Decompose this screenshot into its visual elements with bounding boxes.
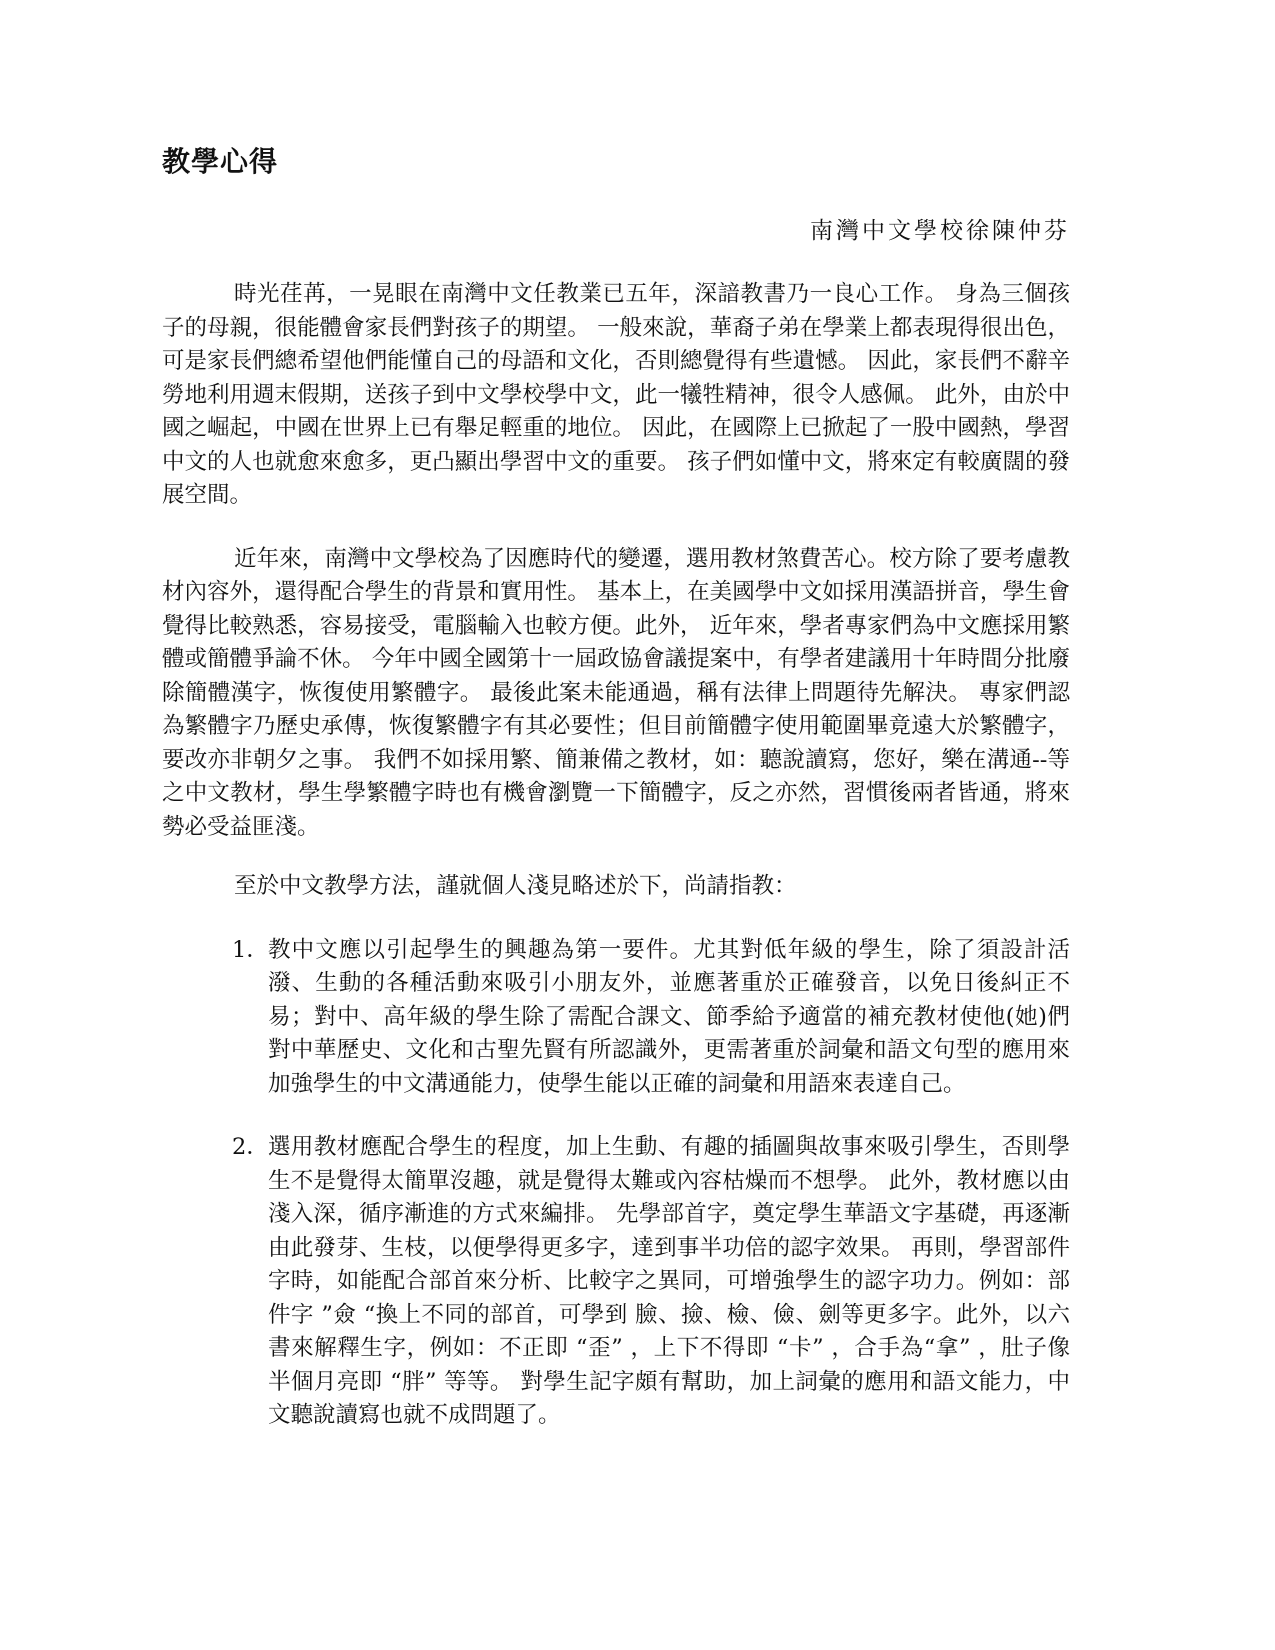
teaching-method-list [162,934,1070,1433]
document-title: 教學心得 [162,145,279,178]
document-page [162,140,1070,1433]
list-item-text: 教中文應以引起學生的興趣為第一要件。尤其對低年級的學生，除了須設計活潑、生動的各種活動來吸引小朋友外，並應著重於正確發音，以免日後糾正不易；對中、高年級的學生除了需配合課文、節季給予適當的補充教材使他(她)們對中華歷史、文化和古聖先賢有所認識外，更需著重於詞彙和語文句型的應用來加強學生的中文溝通能力，使學生能以正確的詞彙和用語來表達自己。 [268,936,1070,1097]
list-item [162,934,1070,1102]
list-item-number: 1． [232,936,269,963]
list-item-number: 2． [232,1134,269,1160]
document-author: 南灣中文學校徐陳仲芬 [810,218,1070,244]
body-paragraph-1: 時光荏苒，一晃眼在南灣中文任教業已五年，深諳教書乃一良心工作。 身為三個孩子的母親，很能體會家長們對孩子的期望。 一般來說，華裔子弟在學業上都表現得很出色，可是家長們總希望他們能懂自己的母語和文化，否則總覺得有些遺憾。 因此，家長們不辭辛勞地利用週末假期，送孩子到中文學校學中文，此一犧牲精神，很令人感佩。 此外，由於中國之崛起，中國在世界上已有舉足輕重的地位。 因此，在國際上已掀起了一股中國熱，學習中文的人也就愈來愈多，更凸顯出學習中文的重要。 孩子們如懂中文，將來定有較廣闊的發展空間。 [162,281,1070,508]
body-paragraph-2: 近年來，南灣中文學校為了因應時代的變遷，選用教材煞費苦心。校方除了要考慮教材內容外，還得配合學生的背景和實用性。 基本上，在美國學中文如採用漢語拼音，學生會覺得比較熟悉，容易接受，電腦輸入也較方便。此外， 近年來，學者專家們為中文應採用繁體或簡體爭論不休。 今年中國全國第十一屆政協會議提案中，有學者建議用十年時間分批廢除簡體漢字，恢復使用繁體字。 最後此案未能通過，稱有法律上問題待先解決。 專家們認為繁體字乃歷史承傳，恢復繁體字有其必要性；但目前簡體字使用範圍畢竟遠大於繁體字，要改亦非朝夕之事。 我們不如採用繁、簡兼備之教材，如：聽說讀寫，您好，樂在溝通--等之中文教材，學生學繁體字時也有機會瀏覽一下簡體字，反之亦然，習慣後兩者皆通，將來勢必受益匪淺。 [162,545,1070,840]
list-item [162,1131,1070,1433]
list-item-text: 選用教材應配合學生的程度，加上生動、有趣的插圖與故事來吸引學生，否則學生不是覺得太簡單沒趣，就是覺得太難或內容枯燥而不想學。 此外，教材應以由淺入深，循序漸進的方式來編排。 先學部首字，奠定學生華語文字基礎，再逐漸由此發芽、生枝，以便學得更多字，達到事半功倍的認字效果。 再則，學習部件字時，如能配合部首來分析、比較字之異同，可增強學生的認字功力。例如：部件字 ”僉 “換上不同的部首，可學到 臉、撿、檢、儉、劍等更多字。此外，以六書來解釋生字，例如：不正即 “歪” ，上下不得即 “卡” ，合手為“拿” ，肚子像半個月亮即 “胖” 等等。 對學生記字頗有幫助，加上詞彙的應用和語文能力，中文聽說讀寫也就不成問題了。 [268,1134,1070,1428]
list-intro: 至於中文教學方法，謹就個人淺見略述於下，尚請指教： [234,873,797,899]
